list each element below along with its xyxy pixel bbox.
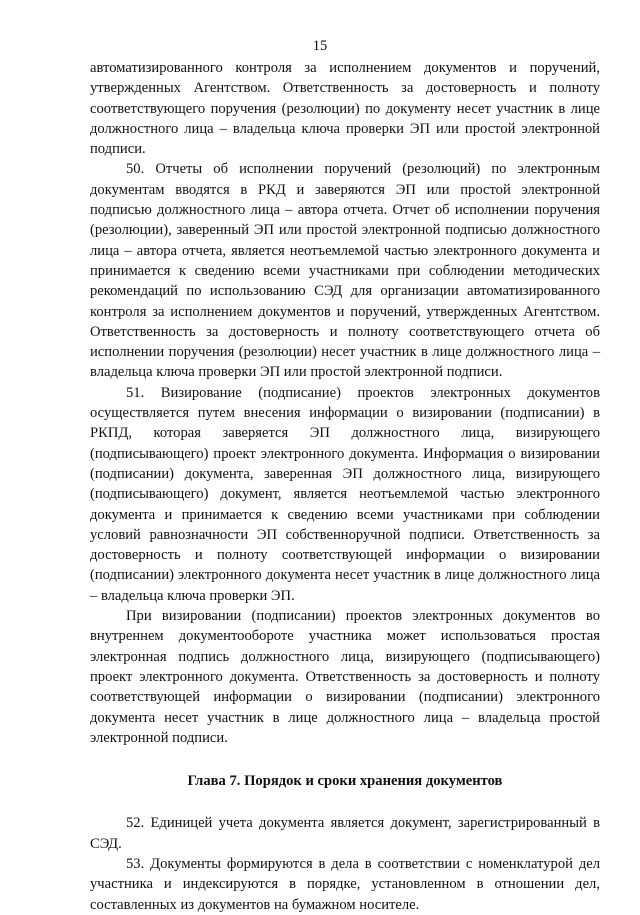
paragraph-51: 51. Визирование (подписание) проектов электронных документов осуществляется путем внесения информации о визировании (подписании) в РКПД, которая заверяется ЭП должностного лица, визирующего (подписывающего) проект электронного документа. Информация о визировании (подписании) документа, заверенная ЭП должностного лица, визирующего (подписывающего) документ, является неотъемлемой частью электронного документа и принимается к сведению всеми участниками при соблюдении условий равнозначности ЭП собственноручной подписи. Ответственность за достоверность и полноту соответствующей информации о визировании (подписании) электронного документа несет участник в лице должностного лица – владельца ключа проверки ЭП. <box>90 384 600 604</box>
page-number: 15 <box>312 38 328 54</box>
paragraph-50: 50. Отчеты об исполнении поручений (резолюций) по электронным документам вводятся в РКД и заверяются ЭП или простой электронной подписью должностного лица – автора отчета. Отчет об исполнении поручения (резолюции), заверенный ЭП или простой электронной подписью должностного лица – автора отчета, является неотъемлемой частью электронного документа и принимается к сведению всеми участниками при соблюдении методических рекомендаций по использованию СЭД для организации автоматизированного контроля за исполнением документов и поручений, утвержденных Агентством. Ответственность за достоверность и полноту соответствующего отчета об исполнении поручения (резолюции) несет участник в лице должностного лица – владельца ключа проверки ЭП или простой электронной подписи. <box>90 161 600 381</box>
paragraph-53: 53. Документы формируются в дела в соответствии с номенклатурой дел участника и индексируются в порядке, установленном в отношении дел, составленных из документов на бумажном носителе. <box>90 855 600 913</box>
paragraph-52: 52. Единицей учета документа является документ, зарегистрированный в СЭД. <box>90 815 600 852</box>
paragraph-51-addendum: При визировании (подписании) проектов электронных документов во внутреннем документообороте участника может использоваться простая электронная подпись должностного лица, визирующего (подписывающего) проект электронного документа. Ответственность за достоверность и полноту соответствующей информации о визировании (подписании) электронного документа несет участник в лице должностного лица – владельца простой электронной подписи. <box>90 608 600 746</box>
chapter-heading: Глава 7. Порядок и сроки хранения документов <box>187 773 503 790</box>
paragraph-continuation: автоматизированного контроля за исполнением документов и поручений, утвержденных Агентством. Ответственность за достоверность и полноту соответствующего поручения (резолюции) по документу несет участник в лице должностного лица – владельца ключа проверки ЭП или простой электронной подписи. <box>90 60 600 158</box>
document-body <box>90 58 600 915</box>
